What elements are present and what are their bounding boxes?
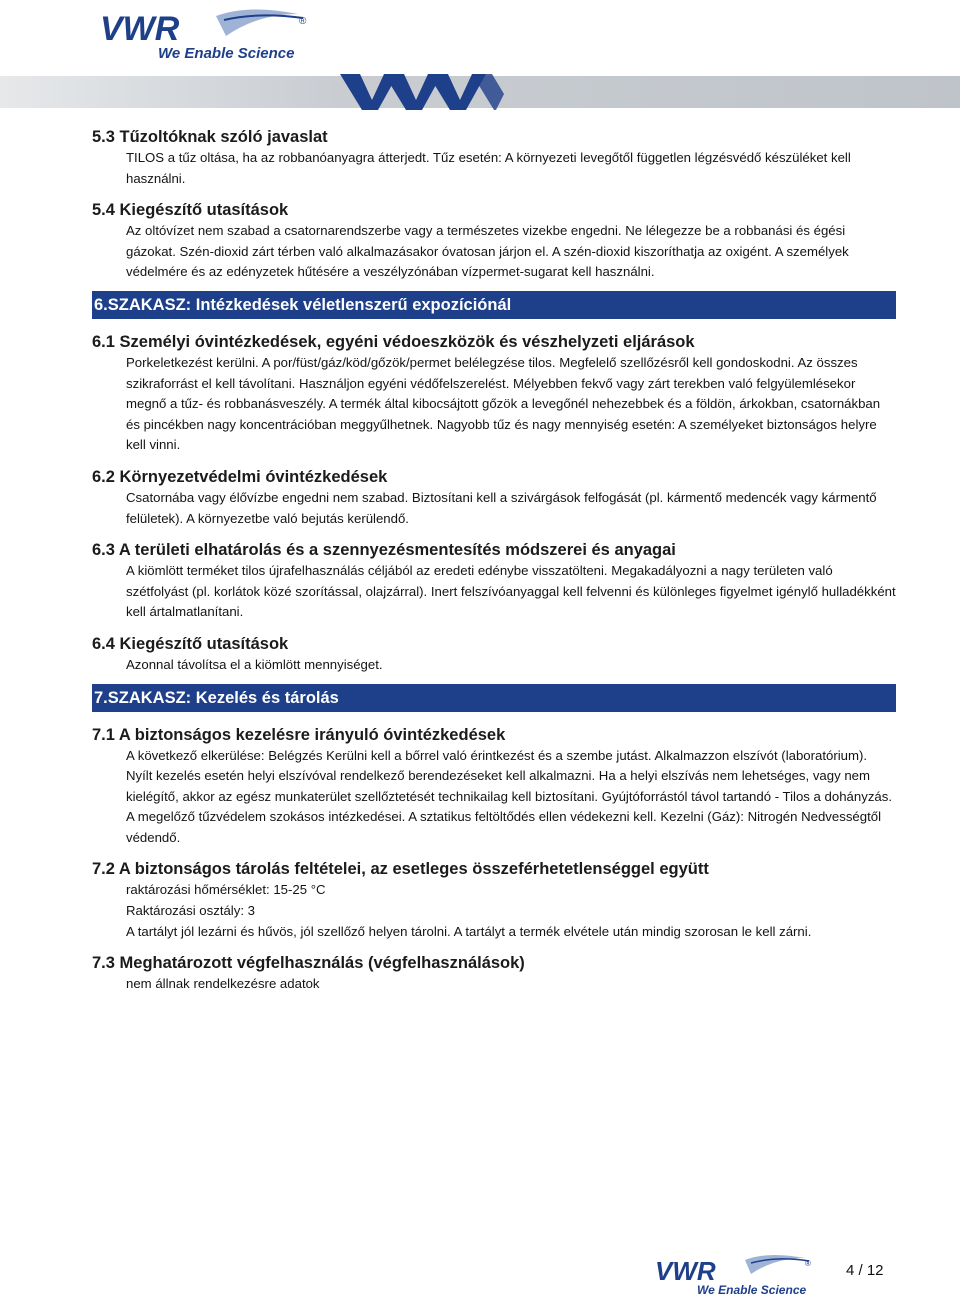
- logo-tagline: We Enable Science: [158, 45, 295, 62]
- footer-logo-graphic: [655, 1252, 815, 1296]
- subsection-title: 7.2 A biztonságos tárolás feltételei, az esetleges összeférhetetlenséggel együtt: [92, 860, 709, 879]
- subsection-title: 5.3 Tűzoltóknak szóló javaslat: [92, 128, 328, 146]
- footer-logo-registered: ®: [805, 1259, 811, 1268]
- subsection-line: raktározási hőmérséklet: 15-25 °C: [126, 882, 326, 898]
- subsection-title: 6.2 Környezetvédelmi óvintézkedések: [92, 467, 388, 486]
- subsection-text: Csatornába vagy élővízbe engedni nem szabad. Biztosítani kell a szivárgások felfogását (pl. kármentő medencék vagy kármentő felületek). A környezetbe való bejutás kerülendő.: [126, 489, 877, 526]
- logo-brand-text: VWR: [100, 10, 180, 48]
- vwr-logo-graphic: [98, 6, 313, 64]
- subsection-title: 6.4 Kiegészítő utasítások: [92, 634, 289, 653]
- footer-logo-brand: VWR: [655, 1256, 716, 1286]
- subsection-line: Raktározási osztály: 3: [126, 903, 255, 919]
- subsection-title: 6.3 A területi elhatárolás és a szennyezésmentesítés módszerei és anyagai: [92, 541, 676, 560]
- section-heading-bar: 6.SZAKASZ: Intézkedések véletlenszerű expozíciónál: [92, 291, 896, 319]
- subsection-text: Azonnal távolítsa el a kiömlött mennyiséget.: [126, 656, 383, 672]
- subsection-line: A tartályt jól lezárni és hűvös, jól szellőző helyen tárolni. A tartályt a termék elvétele után mindig szorosan le kell zárni.: [126, 923, 812, 939]
- subsection-title: 5.4 Kiegészítő utasítások: [92, 201, 289, 220]
- subsection-text: A következő elkerülése: Belégzés Kerülni kell a bőrrel való érintkezést és a szembe jutást. Alkalmazzon elszívót (laboratórium). Nyílt kezelés esetén helyi elszívóval rendelkező berendezéseket kell alkalmazni. Ha a helyi elszívás nem lehetséges, vagy nem kielégítő, akkor az egész munkaterület szellőztetését technikailag kell biztosítani. Gyújtóforrástól távol tartandó - Tilos a dohányzás. A megelőző tűzvédelem szokásos intézkedései. A sztatikus feltöltődés ellen védekezni kell. Kezelni (Gáz): Nitrogén Nedvességtől védendő.: [126, 747, 893, 845]
- subsection-title: 7.3 Meghatározott végfelhasználás (végfelhasználások): [92, 954, 525, 973]
- footer-logo-tagline: We Enable Science: [697, 1283, 807, 1296]
- subsection-text: Az oltóvízet nem szabad a csatornarendszerbe vagy a természetes vizekbe engedni. Ne lélegezze be a robbanási és égési gázokat. Szén-dioxid zárt térben való alkalmazásakor óvatosan járjon el. A szén-dioxid kiszoríthatja az oxigént. A személyek védelmére és az edényzetek hűtésére a veszélyzónában vízpermet-sugarat kell használni.: [126, 223, 849, 280]
- document-body: [92, 126, 896, 995]
- page-number: 4 / 12: [846, 1262, 884, 1279]
- vwr-logo: [98, 6, 313, 69]
- subsection-text: Porkeletkezést kerülni. A por/füst/gáz/köd/gőzök/permet belélegzése tilos. Megfelelő szellőzésről kell gondoskodni. Az összes szikraforrást el kell távolítani. Használjon egyéni védőfelszerelést. Mélyebben fekvő vagy zárt terekben való felgyülemlésekor megnő a tűz- és robbanásveszély. A termék által kibocsájtott gőzök a levegőnél nehezebbek és a földön, árkokban, csatornákban és pincékben nagy koncentrációban meggyűlhetnek. Nagyobb tűz és nagy mennyiség esetén: A személyeket biztonságos helyre kell vinni.: [126, 354, 881, 453]
- subsection-text: nem állnak rendelkezésre adatok: [126, 976, 320, 992]
- subsection-text: TILOS a tűz oltása, ha az robbanóanyagra átterjedt. Tűz esetén: A környezeti levegőtől független légzésvédő készüléket kell használni.: [126, 150, 851, 186]
- section-heading-bar: 7.SZAKASZ: Kezelés és tárolás: [92, 684, 896, 712]
- subsection-text: A kiömlött terméket tilos újrafelhasználás céljából az eredeti edénybe visszatölteni. Megakadályozni a nagy területen való szétfolyást (pl. korlátok közé szorítással, olajzárral). Inert felszívóanyaggal kell felvenni és különleges figyelmet igénylő hulladékként kell ártalmatlanítani.: [126, 563, 896, 620]
- header-band: [0, 74, 960, 110]
- footer-vwr-logo: [655, 1252, 815, 1301]
- page-header: [0, 0, 960, 112]
- subsection-title: 6.1 Személyi óvintézkedések, egyéni védoeszközök és vészhelyzeti eljárások: [92, 332, 695, 351]
- subsection-title: 7.1 A biztonságos kezelésre irányuló óvintézkedések: [92, 725, 506, 744]
- logo-registered-mark: ®: [299, 16, 307, 27]
